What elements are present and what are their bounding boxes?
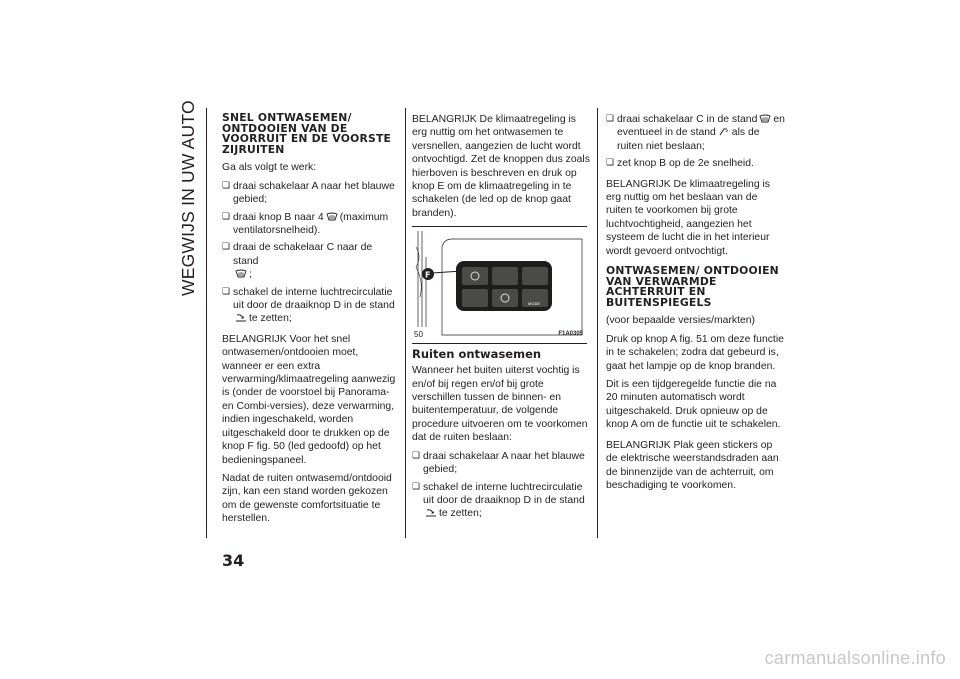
list-item: ❏ draai schakelaar A naar het blauwe gebied; — [222, 180, 400, 207]
list-item: ❏ draai schakelaar A naar het blauwe gebied; — [412, 450, 592, 477]
column-1 — [222, 113, 400, 531]
body-text: Wanneer het buiten uiterst vochtig is en/of bij regen en/of bij grote verschillen tussen de binnen- en buitentemperatuur, de volgende procedure uitvoeren om te voorkomen dat de ruiten beslaan: — [412, 365, 588, 444]
side-section-title-text: WEGWIJS IN UW AUTO — [178, 100, 198, 296]
list-item: ❏ draai de schakelaar C naar de stand ; — [222, 241, 400, 281]
feet-windscreen-icon — [718, 127, 730, 136]
outside-air-icon — [235, 313, 247, 322]
body-text: Dit is een tijdgeregelde functie die na 20 minuten automatisch wordt uitgeschakeld. Druk opnieuw op de knop A om de functie uit te schakelen. — [606, 379, 781, 431]
figure-number: 50 — [414, 329, 423, 339]
list-item: ❏ draai schakelaar C in de stand en eventueel in de stand als de ruiten niet beslaan; — [606, 113, 786, 153]
sub-note: (voor bepaalde versies/markten) — [606, 315, 756, 327]
section-heading: SNEL ONTWASEMEN/ ONTDOOIEN VAN DE VOORRUIT EN DE VOORSTE ZIJRUITEN — [222, 111, 392, 156]
list-item: ❏ schakel de interne luchtrecirculatie uit door de draaiknop D in de stand te zetten; — [412, 481, 592, 521]
section-heading: ONTWASEMEN/ ONTDOOIEN VAN VERWARMDE ACHTERRUIT EN BUITENSPIEGELS — [606, 264, 779, 309]
important-note: BELANGRIJK De klimaatregeling is erg nuttig om het ontwasemen te versnellen, aangezien de lucht wordt ontvochtigd. Zet de knoppen dus zoals hierboven is beschreven en druk op knop E om de klimaatregeling in te schakelen (de led op de knop gaat branden). — [412, 114, 590, 219]
column-3 — [606, 113, 786, 497]
windscreen-defrost-icon — [326, 212, 338, 221]
column-divider — [597, 108, 598, 538]
list-item: ❏ draai knop B naar 4 (maximum ventilatorsnelheid). — [222, 211, 400, 238]
windscreen-defrost-icon — [235, 269, 247, 278]
callout-letter: F — [425, 270, 431, 280]
list-item: ❏ schakel de interne luchtrecirculatie uit door de draaiknop D in de stand te zetten; — [222, 286, 400, 326]
important-note: BELANGRIJK Voor het snel ontwasemen/ontdooien moet, wanneer er een extra verwarming/klimaatregeling aanwezig is (onder de voorstoel bij Panorama- en Combi-versies), deze verwarming, indien ingeschakeld, worden uitgeschakeld door te drukken op de knop F fig. 50 (led gedoofd) op het bedieningspaneel. — [222, 333, 396, 466]
column-divider — [405, 108, 406, 538]
important-note: BELANGRIJK Plak geen stickers op de elektrische weerstandsdraden aan de binnenzijde van de achterruit, om beschadiging te voorkomen. — [606, 439, 779, 491]
column-divider — [206, 108, 207, 538]
mode-button-label: MODE — [528, 301, 540, 307]
outside-air-icon — [425, 508, 437, 517]
body-text: Druk op knop A fig. 51 om deze functie in te schakelen; zodra dat gebeurd is, gaat het lampje op de knop branden. — [606, 333, 784, 372]
body-text: Nadat de ruiten ontwasemd/ontdooid zijn, kan een stand worden gekozen om de gewenste comfortsituatie te herstellen. — [222, 472, 392, 525]
important-note: BELANGRIJK De klimaatregeling is erg nuttig om het beslaan van de ruiten te voorkomen bij grote luchtvochtigheid, aangezien het systeem de lucht die in het interieur wordt gevoerd ontvochtigt. — [606, 178, 771, 257]
column-2 — [412, 113, 592, 525]
intro-text: Ga als volgt te werk: — [222, 162, 317, 174]
figure-code: F1A0305 — [558, 330, 583, 337]
watermark: carmanualsonline.info — [764, 648, 946, 668]
windscreen-defrost-icon — [759, 114, 771, 123]
figure-50 — [412, 226, 587, 344]
page-number: 34 — [222, 551, 245, 570]
list-item: ❏ zet knop B op de 2e snelheid. — [606, 157, 786, 170]
sub-heading: Ruiten ontwasemen — [412, 347, 542, 362]
